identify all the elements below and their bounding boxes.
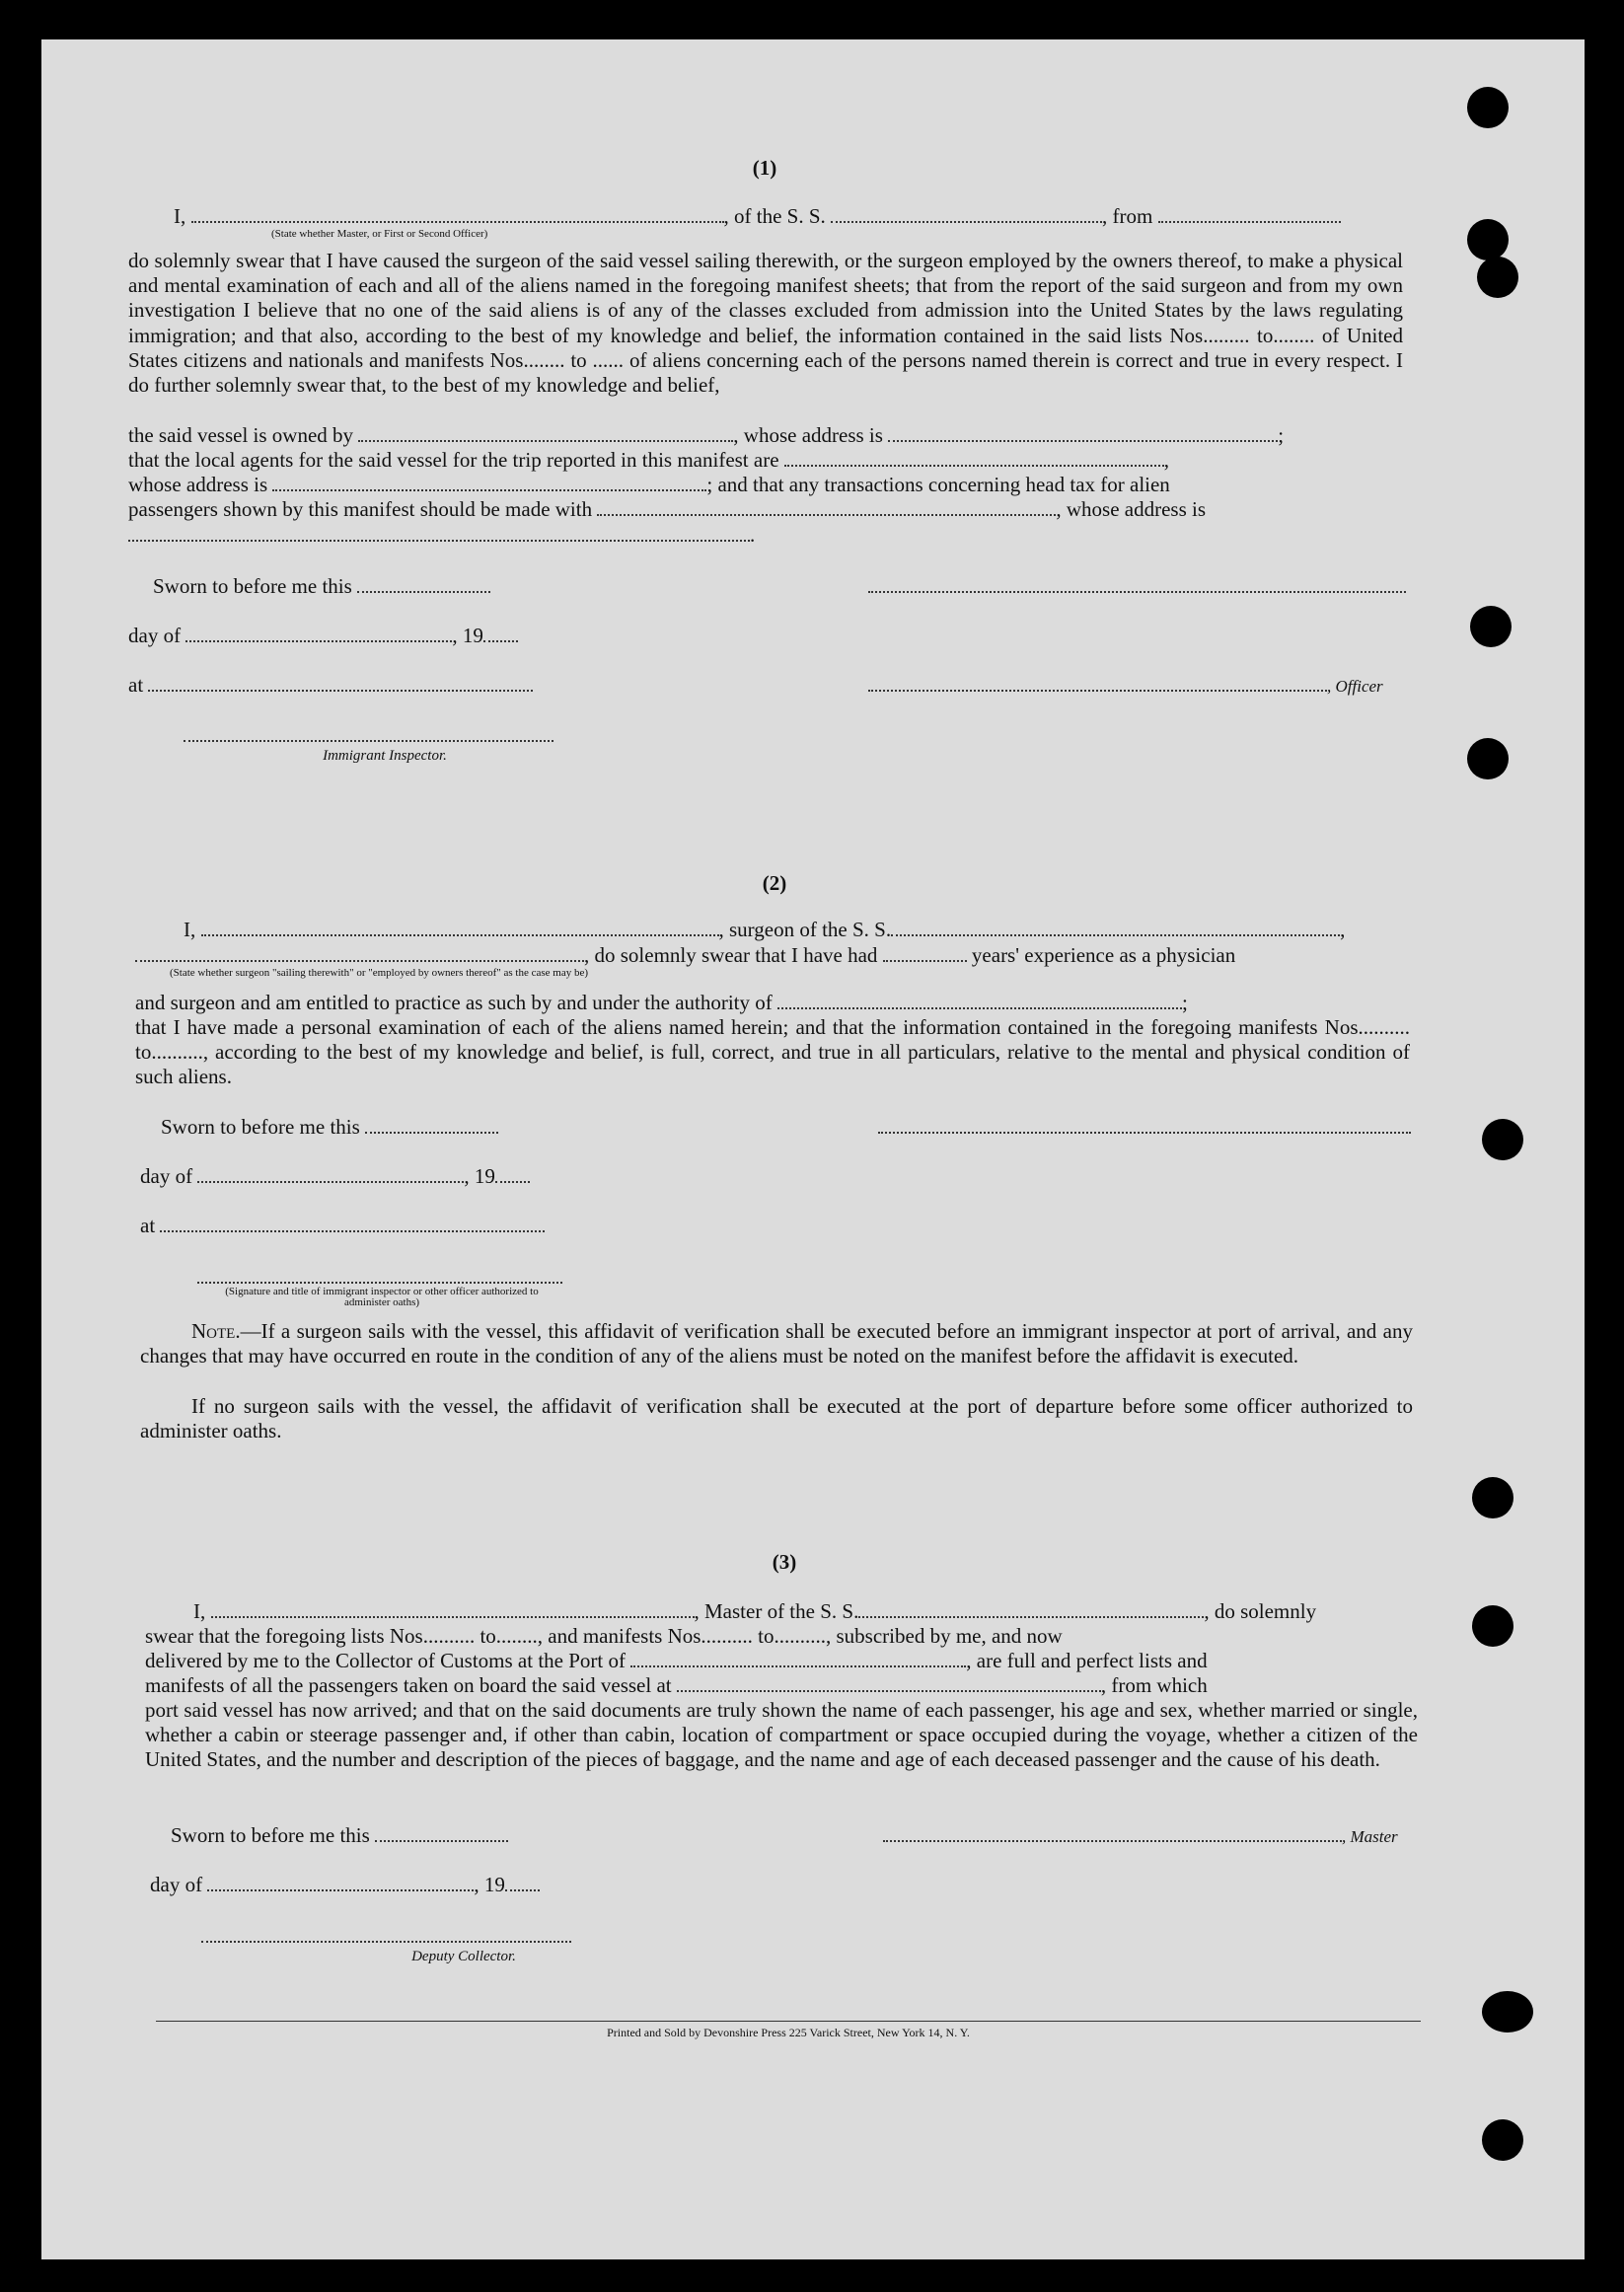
s2-vessel-field[interactable] — [891, 933, 1340, 936]
from-port-field[interactable] — [1158, 220, 1341, 223]
boarding-port-field[interactable] — [677, 1689, 1101, 1692]
s2-sworn-date-field[interactable] — [365, 1131, 498, 1134]
s2-body: that I have made a personal examination of each of the aliens named herein; and that the information contained in the foregoing manifests Nos.......... to.........., according to the best of my knowledge and belief, is full, correct, and true in all particulars, relative to the mental and physical condition of such aliens. — [135, 1015, 1410, 1089]
inspector-signature-field[interactable] — [184, 739, 554, 742]
s3-year-field[interactable] — [505, 1888, 540, 1891]
punch-hole — [1467, 219, 1509, 260]
collector-signature-field[interactable] — [201, 1940, 571, 1943]
s2-at-line: at — [140, 1214, 545, 1238]
s1-address-line: . — [128, 523, 755, 548]
note-label: Note. — [191, 1319, 241, 1343]
signature-field[interactable] — [868, 590, 1406, 593]
punch-hole — [1482, 2119, 1523, 2161]
master-signature-field[interactable] — [883, 1839, 1342, 1842]
officer-label: , Officer — [1327, 677, 1383, 696]
surgeon-type-field[interactable] — [135, 959, 584, 962]
s3-sworn-date-field[interactable] — [375, 1839, 508, 1842]
section-3-number: (3) — [772, 1550, 797, 1574]
s2-year-field[interactable] — [495, 1180, 530, 1183]
s2-line1: I, , surgeon of the S. S. , — [184, 918, 1346, 941]
s2-sworn-line: Sworn to before me this — [161, 1115, 498, 1140]
agents-address-field[interactable] — [272, 488, 706, 491]
punch-hole — [1467, 87, 1509, 128]
punch-hole — [1472, 1605, 1513, 1647]
punch-hole — [1477, 257, 1518, 298]
vessel-name-field[interactable] — [831, 220, 1102, 223]
s1-body: do solemnly swear that I have caused the surgeon of the said vessel sailing therewith, or the surgeon employed by the owners thereof, to make a physical and mental examination of each and all of the aliens named in the foregoing manifest sheets; that from the report of the said surgeon and from my own investigation I believe that no one of the said aliens is of any of the classes excluded from admission into the United States by the laws regulating immigration; and that also, according to the best of my knowledge and belief, the information contained in the said lists Nos......... to........ of United States citizens and nationals and manifests Nos........ to ...... of aliens concerning each of the persons named therein is correct and true in every respect. I do further solemnly swear that, to the best of my knowledge and belief, — [128, 249, 1403, 398]
s2-line2: , do solemnly swear that I have had years' experience as a physician — [135, 943, 1235, 968]
label-of-ss: , of the S. S. — [723, 204, 826, 228]
head-tax-agent-field[interactable] — [597, 513, 1056, 516]
note-text: —If a surgeon sails with the vessel, this affidavit of verification shall be executed before an immigrant inspector at port of arrival, and any changes that may have occurred en route in the condition of any of the aliens must be noted on the manifest before the affidavit is executed. — [140, 1319, 1413, 1368]
month-field[interactable] — [185, 639, 452, 642]
s1-at-line: at — [128, 673, 533, 698]
s3-line4: manifests of all the passengers taken on board the said vessel at , from which — [145, 1673, 1208, 1697]
owner-field[interactable] — [358, 439, 733, 442]
s1-sworn-line: Sworn to before me this — [153, 574, 490, 599]
s3-sworn-line: Sworn to before me this — [171, 1823, 508, 1848]
officer-note: (State whether Master, or First or Second Officer) — [271, 228, 488, 240]
master-label: , Master — [1342, 1827, 1398, 1846]
s3-line2: swear that the foregoing lists Nos.......... to........, and manifests Nos.......... to.........., subscribed by me, and now — [145, 1624, 1063, 1648]
s3-day-line: day of , 19 — [150, 1873, 540, 1897]
s3-vessel-field[interactable] — [858, 1615, 1204, 1618]
section-1-number: (1) — [752, 156, 777, 180]
surgeon-name-field[interactable] — [201, 933, 719, 936]
punch-hole — [1470, 606, 1512, 647]
authority-field[interactable] — [777, 1006, 1182, 1009]
port-field[interactable] — [630, 1664, 966, 1667]
s1-owned-line: the said vessel is owned by , whose address is ; — [128, 423, 1285, 447]
agents-field[interactable] — [784, 464, 1164, 467]
s2-month-field[interactable] — [197, 1180, 464, 1183]
label-i: I, — [174, 204, 186, 228]
s3-line3: delivered by me to the Collector of Customs at the Port of , are full and perfect lists and — [145, 1649, 1208, 1672]
inspector-label: Immigrant Inspector. — [323, 748, 447, 764]
printer-imprint: Printed and Sold by Devonshire Press 225 Varick Street, New York 14, N. Y. — [607, 2026, 970, 2039]
punch-hole — [1482, 1119, 1523, 1160]
s2-day-line: day of , 19 — [140, 1164, 530, 1189]
section-2-number: (2) — [762, 871, 787, 895]
punch-hole — [1467, 738, 1509, 779]
year-field[interactable] — [483, 639, 518, 642]
master-name-field[interactable] — [211, 1615, 695, 1618]
s2-line3: and surgeon and am entitled to practice as such by and under the authority of ; — [135, 991, 1188, 1014]
s2-place-field[interactable] — [160, 1229, 545, 1232]
sworn-date-field[interactable] — [357, 590, 490, 593]
s3-month-field[interactable] — [207, 1888, 474, 1891]
surgeon-note: (State whether surgeon "sailing therewith" or "employed by owners thereof" as the case may be) — [170, 967, 589, 979]
officer-signature-field[interactable] — [868, 689, 1327, 692]
s3-line1: I, , Master of the S. S. , do solemnly — [193, 1599, 1317, 1623]
place-field[interactable] — [148, 689, 533, 692]
s2-note2: If no surgeon sails with the vessel, the affidavit of verification shall be executed at the port of departure before some officer authorized to administer oaths. — [140, 1394, 1413, 1443]
s1-agents-line: that the local agents for the said vessel for the trip reported in this manifest are , — [128, 448, 1170, 472]
footer-rule — [156, 2021, 1421, 2022]
head-tax-address-field[interactable] — [128, 539, 750, 542]
punch-hole — [1482, 1991, 1533, 2033]
years-field[interactable] — [883, 959, 967, 962]
s2-inspector-signature-field[interactable] — [197, 1281, 562, 1284]
label-from: , from — [1102, 204, 1153, 228]
signature-note: (Signature and title of immigrant inspector or other officer authorized to administer oaths) — [225, 1286, 539, 1308]
s1-agents-address-line: whose address is ; and that any transactions concerning head tax for alien — [128, 473, 1170, 496]
deputy-collector-label: Deputy Collector. — [411, 1949, 516, 1964]
owner-address-field[interactable] — [888, 439, 1278, 442]
s3-body: port said vessel has now arrived; and that on the said documents are truly shown the name of each passenger, his age and sex, whether married or single, whether a cabin or steerage passenger and, if other than cabin, location of compartment or space occupied during the voyage, whether a citizen of the United States, and the number and description of the pieces of baggage, and the name and age of each deceased passenger and the cause of his death. — [145, 1698, 1418, 1772]
s1-line1 — [174, 204, 1341, 229]
officer-name-field[interactable] — [191, 220, 724, 223]
s2-note — [140, 1319, 1413, 1368]
punch-hole — [1472, 1477, 1513, 1518]
s2-signature-field[interactable] — [878, 1131, 1411, 1134]
s1-day-line: day of , 19 — [128, 624, 518, 648]
s1-passengers-line: passengers shown by this manifest should be made with , whose address is — [128, 497, 1207, 521]
